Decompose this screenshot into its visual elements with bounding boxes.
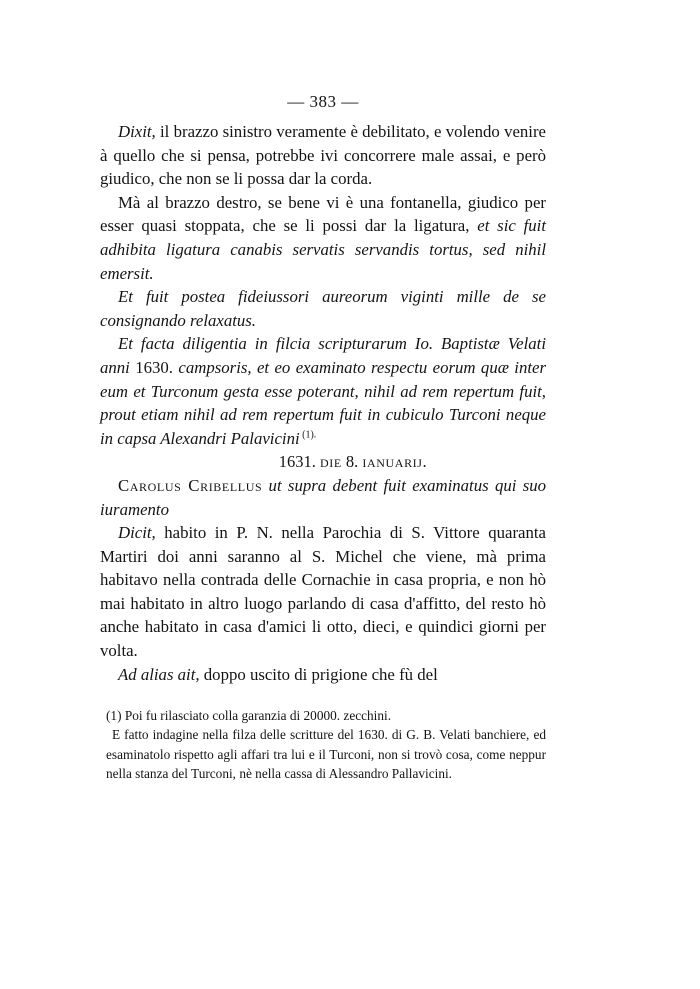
main-text: [100, 120, 546, 686]
text-run: 1630.: [135, 357, 179, 377]
footnotes: [100, 706, 546, 783]
book-page: [100, 92, 546, 783]
text-run: habito in P. N. nella Parochia di S. Vittore quaranta Martiri doi anni saranno al S. Michel che viene, mà prima habitavo nella contrada delle Cornachie in casa propria, e non hò mai habitato in altro luogo parlando di casa d'affitto, del resto hò anche habitato in casa d'amici li otto, dieci, e quindici giorni per volta.: [100, 523, 546, 661]
footnote: (1) Poi fu rilasciato colla garanzia di 20000. zecchini.: [106, 708, 392, 724]
text-run: doppo uscito di prigione che fù del: [199, 664, 438, 684]
text-run: die: [319, 452, 342, 472]
paragraph: [100, 120, 546, 191]
text-run: Dixit,: [118, 122, 156, 141]
text-run: Carolus Cribellus: [118, 475, 263, 495]
paragraph: [100, 285, 546, 332]
footnote-ref: (1).: [299, 429, 317, 441]
text-run: ianuarij.: [362, 452, 428, 472]
date-line: [160, 450, 546, 474]
text-run: 1631.: [278, 452, 320, 472]
text-run: campsoris, et eo examinato respectu eorum quæ inter eum et Turconum gesta esse poterant, nihil ad rem repertum fuit, prout etiam nihil ad rem repertum fuit in cubiculo Turconi neque in capsa Alexandri Palavicini: [100, 357, 546, 448]
text-run: Et fuit postea fideiussori aureorum viginti mille de se consignando relaxatus.: [100, 287, 546, 330]
text-run: il brazzo sinistro veramente è debilitato, e volendo venire à quello che si pensa, potrebbe ivi concorrere male assai, e però giudico, che non se li possa dar la corda.: [100, 122, 546, 189]
text-run: Et facta diligentia in filcia scripturarum Io. Baptistæ Velati anni: [100, 334, 546, 377]
paragraph: [100, 474, 546, 521]
text-run: Mà al brazzo destro, se bene vi è una fontanella, giudico per esser quasi stoppata, che se li possi dar la ligatura,: [100, 192, 546, 236]
footnote: E fatto indagine nella filza delle scritture del 1630. di G. B. Velati banchiere, ed esaminatolo rispetto agli affari tra lui e il Turconi, non si trovò cosa, come neppur nella stanza del Turconi, nè nella cassa di Alessandro Pallavicini.: [106, 727, 546, 781]
text-run: 8.: [341, 452, 363, 472]
page-number-header: — 383 —: [287, 92, 359, 111]
paragraph: [100, 332, 546, 450]
paragraph: [100, 191, 546, 285]
text-run: Dicit,: [118, 523, 156, 543]
text-run: Ad alias ait,: [118, 664, 200, 684]
text-run: et sic fuit adhibita ligatura canabis servatis servandis tortus, sed nihil emersit.: [100, 216, 546, 283]
paragraph: [100, 663, 546, 687]
text-run: ut supra debent fuit examinatus qui suo iuramento: [100, 475, 547, 519]
paragraph: [100, 521, 546, 663]
